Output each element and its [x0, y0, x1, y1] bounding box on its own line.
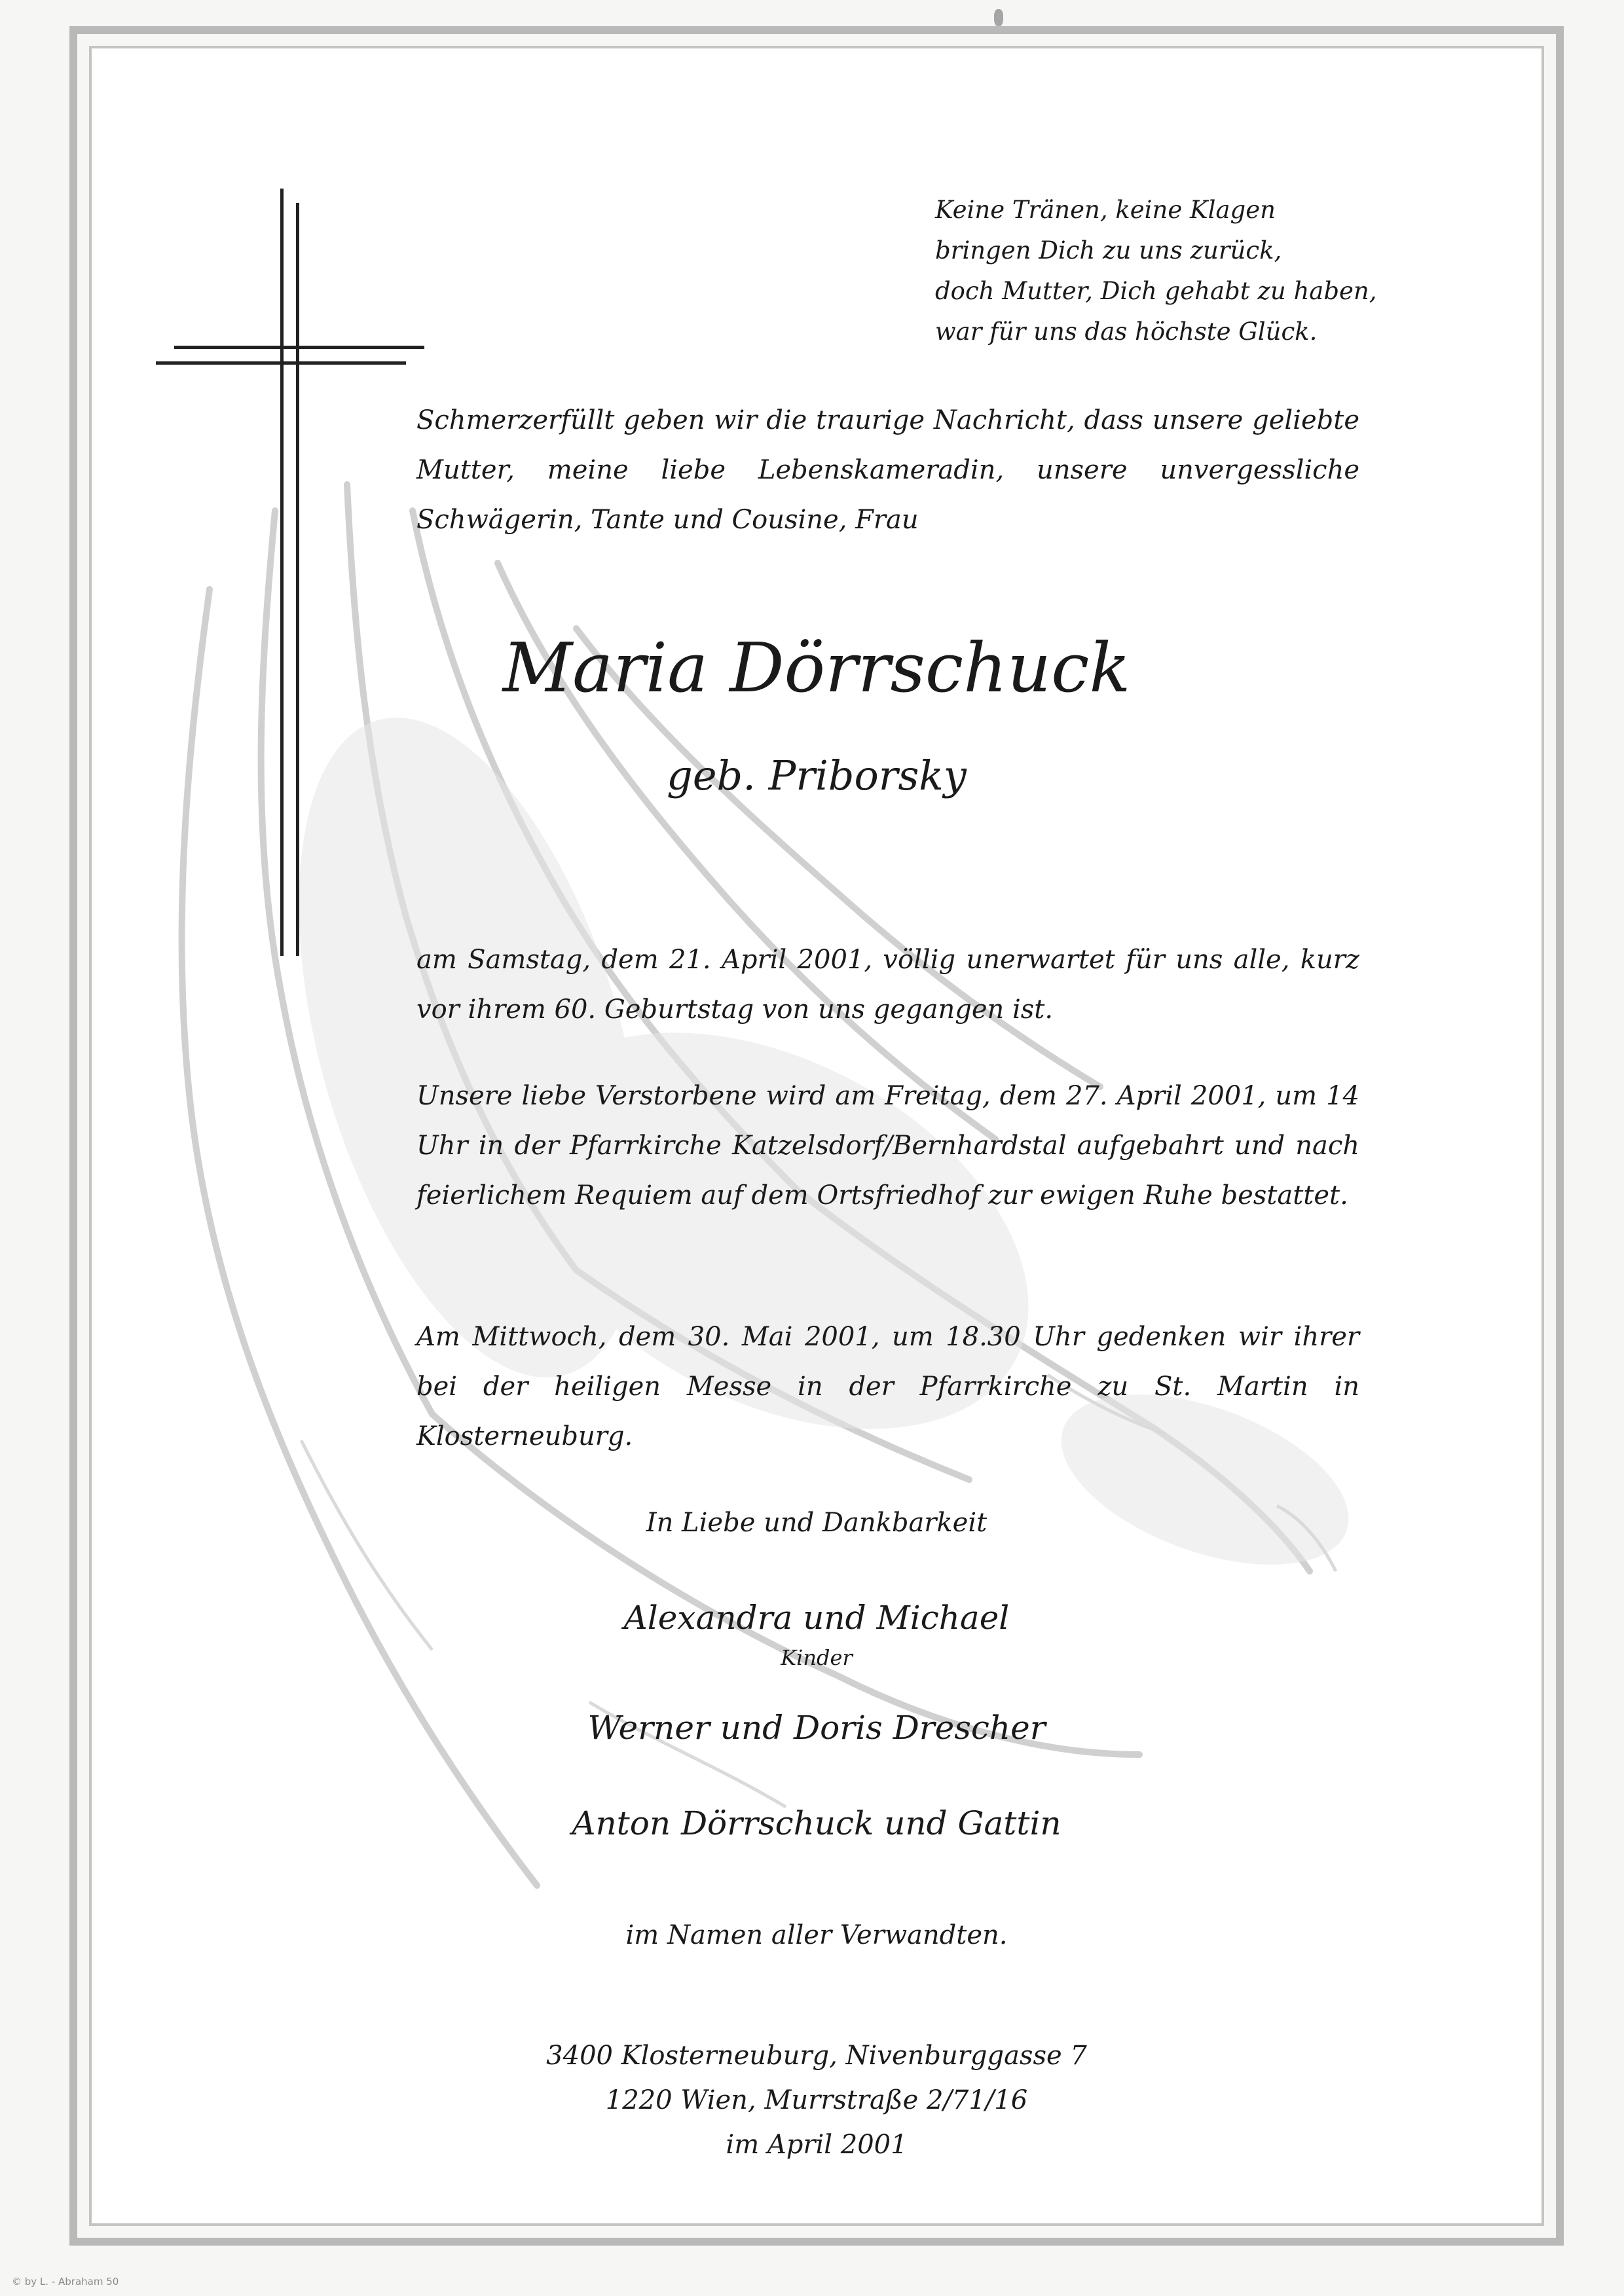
funeral-paragraph: Unsere liebe Verstorbene wird am Freitag, dem 27. April 2001, um 14 Uhr in der Pfarrkirche Katzelsdorf/Bernhardstal aufgebahrt und nach feierlichem Requiem auf dem Ortsfriedhof zur ewigen Ruhe bestattet. — [416, 1081, 1359, 1211]
signer-children-role: Kinder — [781, 1645, 853, 1670]
signer-children: Alexandra und Michael — [623, 1599, 1010, 1637]
paper-speck — [994, 9, 1003, 26]
maiden-name: geb. Priborsky — [667, 752, 967, 799]
poem-line: Keine Tränen, keine Klagen — [935, 196, 1276, 224]
cross-horizontal-bar-2 — [156, 361, 406, 365]
signer-drescher: Werner und Doris Drescher — [587, 1709, 1046, 1747]
poem-line: bringen Dich zu uns zurück, — [935, 236, 1282, 264]
cross-vertical-bar-1 — [280, 189, 284, 956]
address-line-3: im April 2001 — [726, 2130, 908, 2160]
on-behalf-line: im Namen aller Verwandten. — [625, 1920, 1008, 1950]
closing-greeting: In Liebe und Dankbarkeit — [646, 1508, 987, 1538]
cross-horizontal-bar-1 — [174, 346, 424, 349]
intro-paragraph: Schmerzerfüllt geben wir die traurige Nachricht, dass unsere geliebte Mutter, meine liebe Lebenskameradin, unsere unvergessliche Schwägerin, Tante und Cousine, Frau — [416, 405, 1359, 535]
death-paragraph: am Samstag, dem 21. April 2001, völlig unerwartet für uns alle, kurz vor ihrem 60. Geburtstag von uns gegangen ist. — [416, 945, 1359, 1025]
address-line-1: 3400 Klosterneuburg, Nivenburggasse 7 — [546, 2041, 1087, 2071]
poem-line: war für uns das höchste Glück. — [935, 318, 1318, 346]
signer-anton: Anton Dörrschuck und Gattin — [572, 1804, 1061, 1842]
mass-paragraph: Am Mittwoch, dem 30. Mai 2001, um 18.30 Uhr gedenken wir ihrer bei der heiligen Messe in der Pfarrkirche zu St. Martin in Klosterneuburg. — [416, 1322, 1359, 1451]
deceased-name: Maria Dörrschuck — [502, 628, 1131, 708]
poem-line: doch Mutter, Dich gehabt zu haben, — [935, 277, 1377, 305]
printer-credit: © by L. - Abraham 50 — [12, 2276, 119, 2287]
cross-vertical-bar-2 — [296, 203, 299, 956]
poem — [935, 190, 1459, 352]
address-line-2: 1220 Wien, Murrstraße 2/71/16 — [605, 2085, 1028, 2115]
